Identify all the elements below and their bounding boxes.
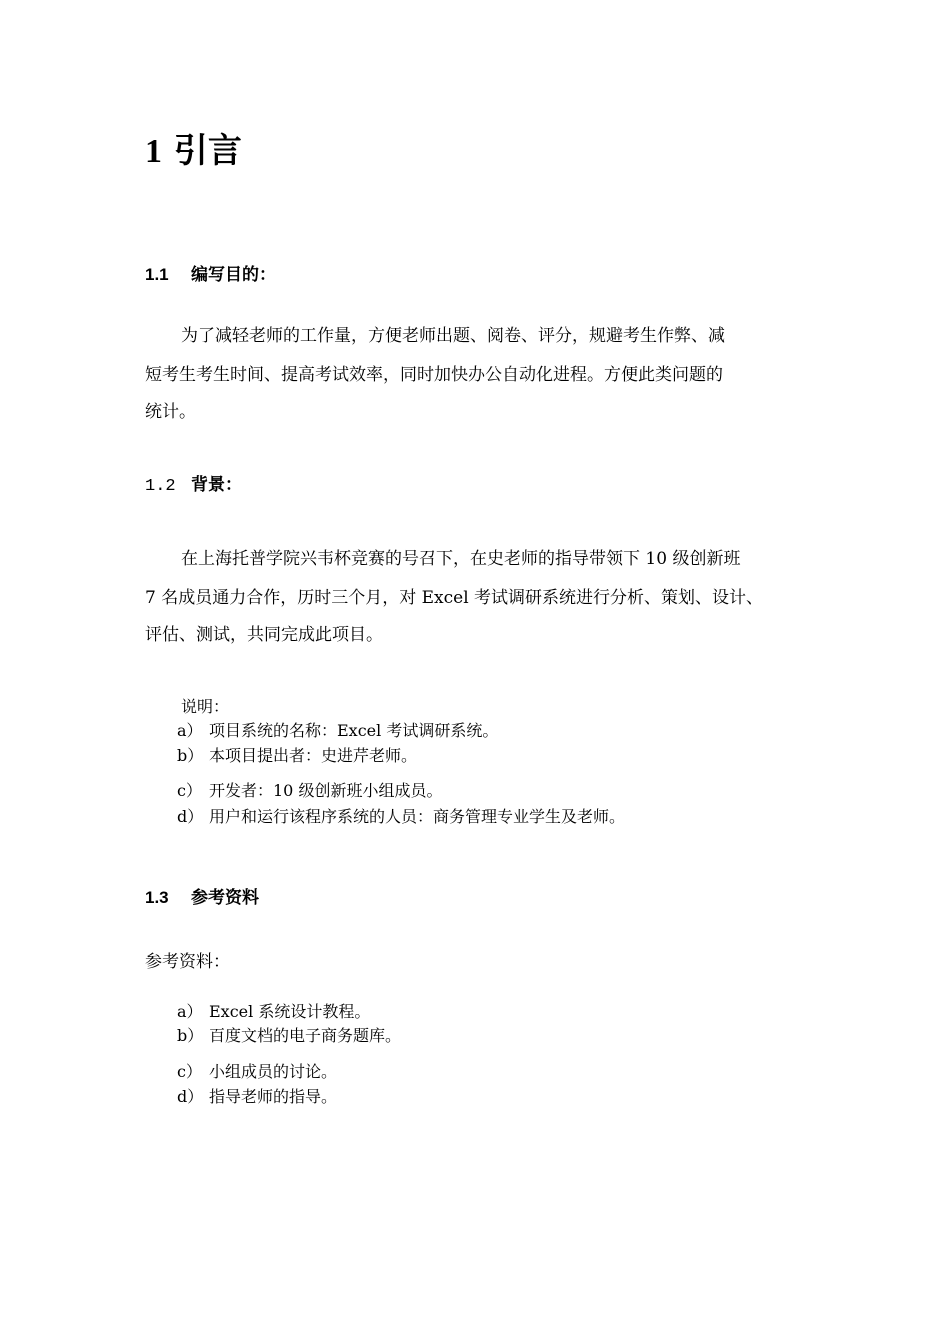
section-title: 参考资料 [191, 888, 259, 908]
list-text: 项目系统的名称：Excel 考试调研系统。 [209, 721, 499, 740]
list-item [177, 720, 498, 742]
list-item [177, 1025, 401, 1047]
list-item [177, 1001, 370, 1023]
list-marker: d） [177, 1087, 204, 1106]
list-marker: b） [177, 746, 204, 765]
list-text: 用户和运行该程序系统的人员：商务管理专业学生及老师。 [209, 807, 626, 826]
chapter-title: 引言 [173, 131, 242, 171]
purpose-line-2: 短考生考生时间、提高考试效率，同时加快办公自动化进程。方便此类问题的 [145, 365, 723, 385]
section-title: 背景： [191, 475, 242, 495]
section-number: 1.3 [145, 888, 169, 907]
list-text: 百度文档的电子商务题库。 [209, 1026, 402, 1045]
list-text: Excel 系统设计教程。 [209, 1002, 371, 1021]
background-line-2: 7 名成员通力合作，历时三个月，对 Excel 考试调研系统进行分析、策划、设计、 [145, 588, 764, 608]
list-item [177, 780, 442, 802]
purpose-line-3: 统计。 [145, 402, 196, 422]
chapter-heading [145, 128, 242, 175]
list-item [177, 745, 417, 767]
section-heading-background [145, 473, 242, 499]
section-number: 1.1 [145, 265, 169, 284]
list-marker: a） [177, 1002, 203, 1021]
list-item [177, 1061, 337, 1083]
note-label: 说明： [181, 697, 230, 716]
list-marker: a） [177, 721, 203, 740]
list-item [177, 1086, 337, 1108]
list-text: 本项目提出者：史进芹老师。 [209, 746, 418, 765]
section-heading-references [145, 886, 259, 910]
list-item [177, 806, 625, 828]
background-line-1: 在上海托普学院兴韦杯竞赛的号召下，在史老师的指导带领下 10 级创新班 [181, 549, 741, 569]
section-heading-purpose [145, 263, 276, 287]
list-text: 指导老师的指导。 [209, 1087, 338, 1106]
chapter-number: 1 [145, 133, 162, 170]
purpose-line-1: 为了减轻老师的工作量，方便老师出题、阅卷、评分，规避考生作弊、减 [181, 326, 725, 346]
list-marker: b） [177, 1026, 204, 1045]
list-text: 开发者：10 级创新班小组成员。 [209, 781, 443, 800]
list-text: 小组成员的讨论。 [209, 1062, 338, 1081]
list-marker: c） [177, 1062, 202, 1081]
background-line-3: 评估、测试，共同完成此项目。 [145, 625, 383, 645]
list-marker: d） [177, 807, 204, 826]
section-number: 1.2 [145, 477, 176, 496]
section-title: 编写目的： [191, 265, 276, 285]
list-marker: c） [177, 781, 202, 800]
references-intro: 参考资料： [145, 952, 230, 972]
